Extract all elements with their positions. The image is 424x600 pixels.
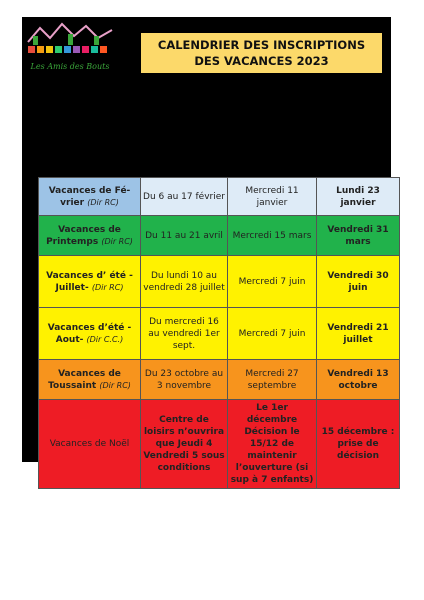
table-row <box>39 308 400 360</box>
holiday-name: Vacances d’été -Aout- (Dir C.C.) <box>39 308 141 360</box>
registration-close: Vendredi 21 juillet <box>317 308 400 360</box>
holiday-dates: Du 11 au 21 avril <box>141 216 228 256</box>
registration-close: Lundi 23 janvier <box>317 178 400 216</box>
logo-icon <box>24 22 116 62</box>
holiday-dates: Du mercredi 16 au vendredi 1er sept. <box>141 308 228 360</box>
page-title <box>141 33 382 73</box>
holiday-dates: Centre de loisirs n’ouvrira que Jeudi 4 Vendredi 5 sous conditions <box>141 400 228 489</box>
registration-open: Mercredi 7 juin <box>228 308 317 360</box>
table-row <box>39 216 400 256</box>
holiday-name: Vacances de Printemps (Dir RC) <box>39 216 141 256</box>
registration-open: Mercredi 7 juin <box>228 256 317 308</box>
table-row <box>39 360 400 400</box>
calendar-table <box>38 177 400 489</box>
table-row <box>39 256 400 308</box>
registration-open: Le 1er décembre Décision le 15/12 de maintenir l’ouverture (si sup à 7 enfants) <box>228 400 317 489</box>
registration-close: 15 décembre : prise de décision <box>317 400 400 489</box>
registration-close: Vendredi 31 mars <box>317 216 400 256</box>
title-line-2: DES VACANCES 2023 <box>194 54 329 68</box>
holiday-dates: Du 23 octobre au 3 novembre <box>141 360 228 400</box>
logo-text: Les Amis des Bouts <box>30 62 110 71</box>
holiday-dates: Du 6 au 17 février <box>141 178 228 216</box>
holiday-name: Vacances de Toussaint (Dir RC) <box>39 360 141 400</box>
table-row <box>39 400 400 489</box>
holiday-dates: Du lundi 10 au vendredi 28 juillet <box>141 256 228 308</box>
holiday-name: Vacances de Fé-vrier (Dir RC) <box>39 178 141 216</box>
holiday-name: Vacances d’ été -Juillet- (Dir RC) <box>39 256 141 308</box>
logo <box>24 22 116 74</box>
registration-open: Mercredi 15 mars <box>228 216 317 256</box>
title-line-1: CALENDRIER DES INSCRIPTIONS <box>157 38 366 52</box>
registration-open: Mercredi 27 septembre <box>228 360 317 400</box>
registration-close: Vendredi 13 octobre <box>317 360 400 400</box>
registration-open: Mercredi 11 janvier <box>228 178 317 216</box>
table-row <box>39 178 400 216</box>
registration-close: Vendredi 30 juin <box>317 256 400 308</box>
holiday-name: Vacances de Noël <box>39 400 141 489</box>
